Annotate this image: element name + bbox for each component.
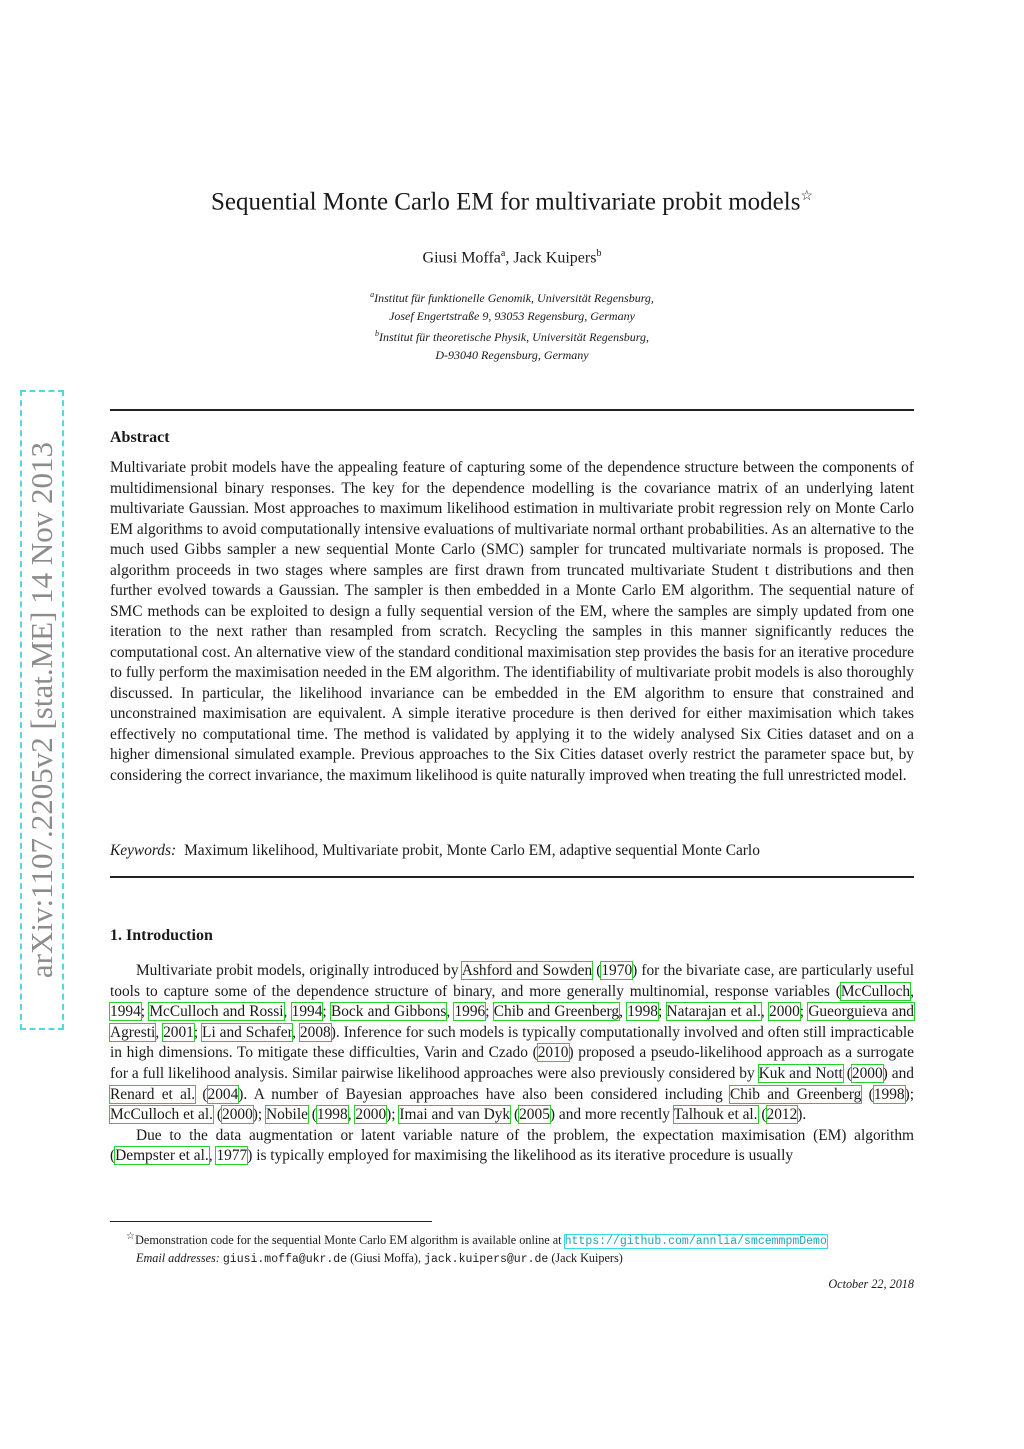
intro-body bbox=[110, 961, 914, 1167]
paragraph-text: ). Inference for such models is typically computationally involved and often still impracticable in high dimensions. To mitigate these difficulties, Varin and Czado ( bbox=[110, 1023, 914, 1062]
citation-link[interactable]: 2000 bbox=[769, 1003, 800, 1021]
citation-link[interactable]: Chib and Greenberg bbox=[493, 1003, 620, 1021]
paragraph-text: , bbox=[347, 1106, 356, 1124]
footnote-line-1 bbox=[110, 1228, 914, 1250]
affiliations bbox=[0, 286, 1024, 364]
footnote-rule bbox=[110, 1221, 432, 1222]
paragraph-text: ) proposed a pseudo-likelihood approach as a surrogate for a full likelihood analysis. Similar pairwise likelihood approaches were also previously considered by bbox=[110, 1044, 914, 1082]
citation-link[interactable]: 2005 bbox=[519, 1106, 550, 1124]
intro-paragraph-1 bbox=[110, 961, 914, 1126]
paragraph-text: , bbox=[292, 1023, 300, 1041]
paragraph-text: ( bbox=[307, 1106, 317, 1124]
author-name: Giusi Moffa bbox=[422, 249, 501, 267]
paragraph-text: ( bbox=[213, 1106, 222, 1124]
keywords-text: Maximum likelihood, Multivariate probit, Monte Carlo EM, adaptive sequential Monte Carlo bbox=[184, 842, 760, 859]
citation-link[interactable]: Nobile bbox=[266, 1106, 308, 1124]
paragraph-text: , bbox=[208, 1147, 217, 1165]
paragraph-text: , bbox=[155, 1023, 164, 1041]
paragraph-text: ; bbox=[485, 1003, 494, 1021]
affiliation-line: Josef Engertstraße 9, 93053 Regensburg, Germany bbox=[389, 308, 635, 323]
paragraph-text: ); bbox=[386, 1106, 400, 1124]
affiliation-line: D-93040 Regensburg, Germany bbox=[435, 347, 589, 362]
keywords bbox=[110, 842, 914, 860]
citation-link[interactable]: Talhouk et al. bbox=[673, 1106, 758, 1124]
paragraph-text: ( bbox=[842, 1064, 852, 1082]
citation-link[interactable]: 2004 bbox=[207, 1085, 239, 1103]
citation-link[interactable]: Dempster et al. bbox=[115, 1147, 209, 1165]
page-date: October 22, 2018 bbox=[828, 1277, 914, 1291]
citation-link[interactable]: Li and Schafer bbox=[202, 1023, 293, 1041]
paragraph-text: , bbox=[910, 982, 914, 1000]
citation-link[interactable]: 2000 bbox=[355, 1106, 387, 1124]
email-2-name: (Jack Kuipers) bbox=[548, 1251, 623, 1266]
author-list bbox=[0, 248, 1024, 267]
author-affiliation-mark: b bbox=[596, 248, 602, 259]
citation-link[interactable]: 2012 bbox=[766, 1106, 798, 1124]
footnote-text: Demonstration code for the sequential Monte Carlo EM algorithm is available online at bbox=[135, 1233, 565, 1248]
paragraph-text: ) for the bivariate case, are particularly useful tools to capture some of the dependence structure of binary, and more generally multinomial, response variables ( bbox=[110, 962, 914, 1000]
title-star-icon[interactable]: ☆ bbox=[800, 189, 814, 204]
affiliation-a bbox=[0, 286, 1024, 308]
citation-link[interactable]: 1970 bbox=[601, 962, 633, 979]
intro-heading: 1. Introduction bbox=[110, 927, 213, 944]
paragraph-text: ; bbox=[322, 1003, 331, 1021]
paragraph-text: ( bbox=[510, 1106, 520, 1124]
citation-link[interactable]: McCulloch et al. bbox=[110, 1106, 214, 1124]
paragraph-text: ( bbox=[195, 1085, 208, 1103]
affiliation-b bbox=[0, 325, 1024, 347]
paragraph-text: , bbox=[283, 1003, 292, 1021]
citation-link[interactable]: Chib and Greenberg bbox=[729, 1085, 862, 1103]
keywords-label: Keywords: bbox=[110, 842, 177, 859]
citation-link[interactable]: McCulloch bbox=[840, 982, 911, 1000]
abstract-heading: Abstract bbox=[110, 429, 170, 446]
affiliation-mark: b bbox=[374, 329, 379, 338]
author-name: Jack Kuipers bbox=[513, 249, 597, 267]
citation-link[interactable]: 1977 bbox=[216, 1147, 248, 1165]
paragraph-text: ( bbox=[861, 1085, 874, 1103]
paragraph-text: ; bbox=[799, 1003, 809, 1021]
citation-link[interactable]: Natarajan et al. bbox=[666, 1003, 761, 1021]
author-affiliation-mark: a bbox=[500, 248, 506, 259]
paper-title bbox=[0, 188, 1024, 216]
citation-link[interactable]: 1998 bbox=[627, 1003, 658, 1021]
paragraph-text: ; bbox=[193, 1023, 203, 1041]
paragraph-text: ). bbox=[797, 1106, 807, 1124]
author-separator: , bbox=[505, 249, 514, 267]
citation-link[interactable]: 1998 bbox=[873, 1085, 905, 1103]
citation-link[interactable]: 1996 bbox=[454, 1003, 486, 1021]
citation-link[interactable]: 2000 bbox=[222, 1106, 253, 1124]
paragraph-text: ) is typically employed for maximising the likelihood as its iterative procedure is usually bbox=[247, 1147, 794, 1165]
citation-link[interactable]: Imai and van Dyk bbox=[399, 1106, 511, 1124]
citation-link[interactable]: Bock and Gibbons bbox=[330, 1003, 447, 1021]
citation-link[interactable]: Ashford and Sowden bbox=[461, 962, 593, 979]
footnote-line-2 bbox=[110, 1250, 914, 1268]
abstract-bottom-rule bbox=[110, 876, 914, 878]
email-1: giusi.moffa@ukr.de bbox=[222, 1253, 348, 1267]
paragraph-text: , bbox=[760, 1003, 769, 1021]
paragraph-text: ); bbox=[904, 1085, 914, 1103]
affiliation-mark: a bbox=[370, 290, 375, 299]
footnote bbox=[110, 1228, 914, 1268]
paragraph-text: ) and more recently bbox=[549, 1106, 674, 1124]
citation-link[interactable]: Renard et al. bbox=[110, 1085, 196, 1103]
intro-paragraph-2 bbox=[110, 1126, 914, 1167]
paragraph-text: , bbox=[446, 1003, 455, 1021]
email-2: jack.kuipers@ur.de bbox=[424, 1253, 549, 1267]
paragraph-text: Multivariate probit models, originally introduced by bbox=[136, 962, 462, 979]
email-label: Email addresses: bbox=[136, 1251, 220, 1266]
citation-link[interactable]: Gueorguieva and Agresti bbox=[110, 1003, 914, 1041]
paragraph-text: ( bbox=[757, 1106, 767, 1124]
abstract-text: Multivariate probit models have the appealing feature of capturing some of the dependence structure between the components of multidimensional binary responses. The key for the dependence modelling is the covariance matrix of an underlying latent multivariate Gaussian. Most approaches to maximum likelihood estimation in multivariate probit regression rely on Monte Carlo EM algorithms to avoid computationally intensive evaluations of multivariate normal orthant probabilities. As an alternative to the much used Gibbs sampler a new sequential Monte Carlo (SMC) sampler for truncated multivariate normals is proposed. The algorithm proceeds in two stages where samples are first drawn from truncated multivariate Student t distributions and then further evolved towards a Gaussian. The sampler is then embedded in a Monte Carlo EM algorithm. The sequential nature of SMC methods can be exploited to design a fully sequential version of the EM, where the samples are simply updated from one iteration to the next rather than resampled from scratch. Recycling the samples in this manner significantly reduces the computational cost. An alternative view of the standard conditional maximisation step provides the basis for an iterative procedure to fully perform the maximisation needed in the EM algorithm. The identifiability of multivariate probit models is also thoroughly discussed. In particular, the likelihood invariance can be embedded in the EM algorithm to ensure that constrained and unconstrained maximisation are equivalent. A simple iterative procedure is then derived for either maximisation which takes effectively no computational time. The method is validated by applying it to the widely analysed Six Cities dataset and on a higher dimensional simulated example. Previous approaches to the Six Cities dataset overly restrict the parameter space but, by considering the correct invariance, the maximum likelihood is quite naturally improved when treating the full unrestricted model. bbox=[110, 459, 914, 784]
paragraph-text: Due to the data augmentation or latent variable nature of the problem, the expectation maximisation (EM) algorithm ( bbox=[110, 1126, 914, 1165]
arxiv-stamp[interactable]: arXiv:1107.2205v2 [stat.ME] 14 Nov 2013 bbox=[24, 441, 59, 979]
email-1-name: (Giusi Moffa), bbox=[347, 1251, 425, 1266]
paragraph-text: ) and bbox=[882, 1064, 914, 1082]
paragraph-text: ). A number of Bayesian approaches have also been considered including bbox=[238, 1085, 730, 1103]
title-text: Sequential Monte Carlo EM for multivariate probit models bbox=[210, 188, 801, 216]
footnote-url-link[interactable]: https://github.com/annlia/smcemmpmDemo bbox=[564, 1235, 827, 1249]
footnote-star-icon: ☆ bbox=[126, 1231, 136, 1242]
citation-link[interactable]: 2001 bbox=[163, 1023, 194, 1041]
citation-link[interactable]: 1998 bbox=[316, 1106, 348, 1124]
citation-link[interactable]: 2000 bbox=[851, 1064, 883, 1082]
paragraph-text: ); bbox=[252, 1106, 267, 1124]
affiliation-line: Institut für funktionelle Genomik, Universität Regensburg, bbox=[374, 291, 654, 305]
paragraph-text: ; bbox=[657, 1003, 667, 1021]
affiliation-line: Institut für theoretische Physik, Universität Regensburg, bbox=[378, 330, 650, 344]
citation-link[interactable]: Kuk and Nott bbox=[758, 1064, 843, 1082]
citation-link[interactable]: 2008 bbox=[299, 1023, 331, 1041]
paragraph-text: , bbox=[619, 1003, 628, 1021]
citation-link[interactable]: 1994 bbox=[291, 1003, 323, 1021]
abstract-top-rule bbox=[110, 409, 914, 411]
paragraph-text: ( bbox=[592, 962, 602, 979]
citation-link[interactable]: 1994 bbox=[110, 1003, 141, 1021]
citation-link[interactable]: 2010 bbox=[537, 1044, 569, 1062]
paragraph-text: ; bbox=[140, 1003, 150, 1021]
citation-link[interactable]: McCulloch and Rossi bbox=[149, 1003, 284, 1021]
